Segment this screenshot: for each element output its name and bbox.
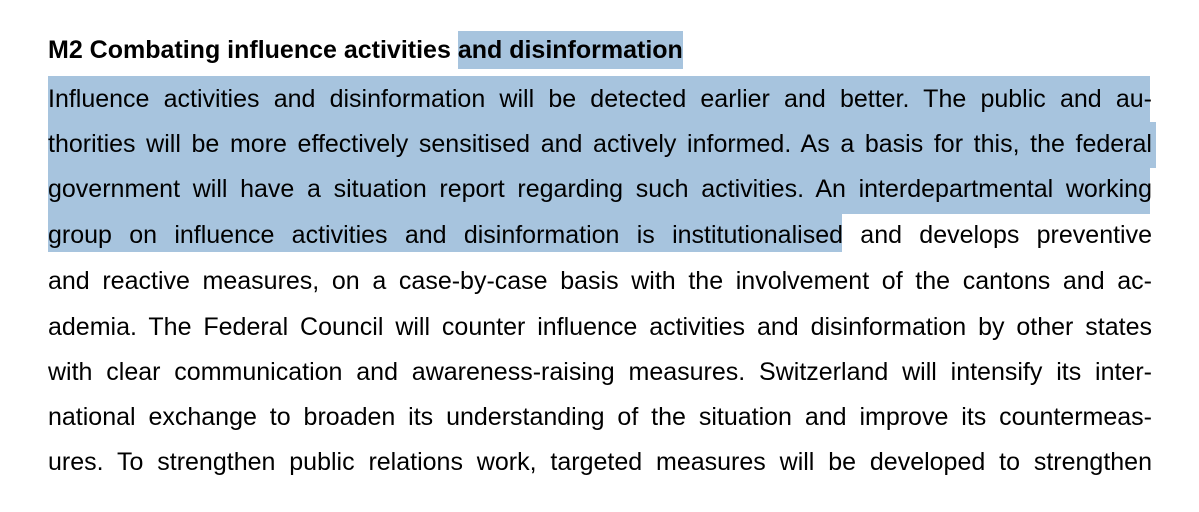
heading-selected-text[interactable]: and disinformation [458,31,683,69]
paragraph-line-1[interactable]: Influence activities and disinformation will be detected earlier and better. The public and au- [48,85,1152,113]
selected-text-end[interactable]: group on influence activities and disinformation is institutionalised [48,221,844,249]
heading-text[interactable]: M2 Combating influence activities [48,36,458,64]
paragraph-line-4[interactable] [48,213,1152,257]
paragraph-line-2[interactable]: thorities will be more effectively sensitised and actively informed. As a basis for this, the federal [48,130,1152,158]
paragraph-line-5[interactable]: and reactive measures, on a case-by-case basis with the involvement of the cantons and ac- [48,267,1152,295]
paragraph-line-7[interactable]: with clear communication and awareness-raising measures. Switzerland will intensify its inter- [48,358,1152,386]
paragraph-line-3[interactable]: government will have a situation report regarding such activities. An interdepartmental working [48,175,1152,203]
section-heading[interactable] [48,28,683,72]
unselected-text-start[interactable]: and develops preventive [843,221,1152,249]
paragraph-line-9[interactable]: ures. To strengthen public relations work, targeted measures will be developed to strengthen [48,448,1152,476]
paragraph-line-6[interactable]: ademia. The Federal Council will counter influence activities and disinformation by other states [48,313,1152,341]
paragraph-line-8[interactable]: national exchange to broaden its understanding of the situation and improve its countermeas- [48,403,1152,431]
